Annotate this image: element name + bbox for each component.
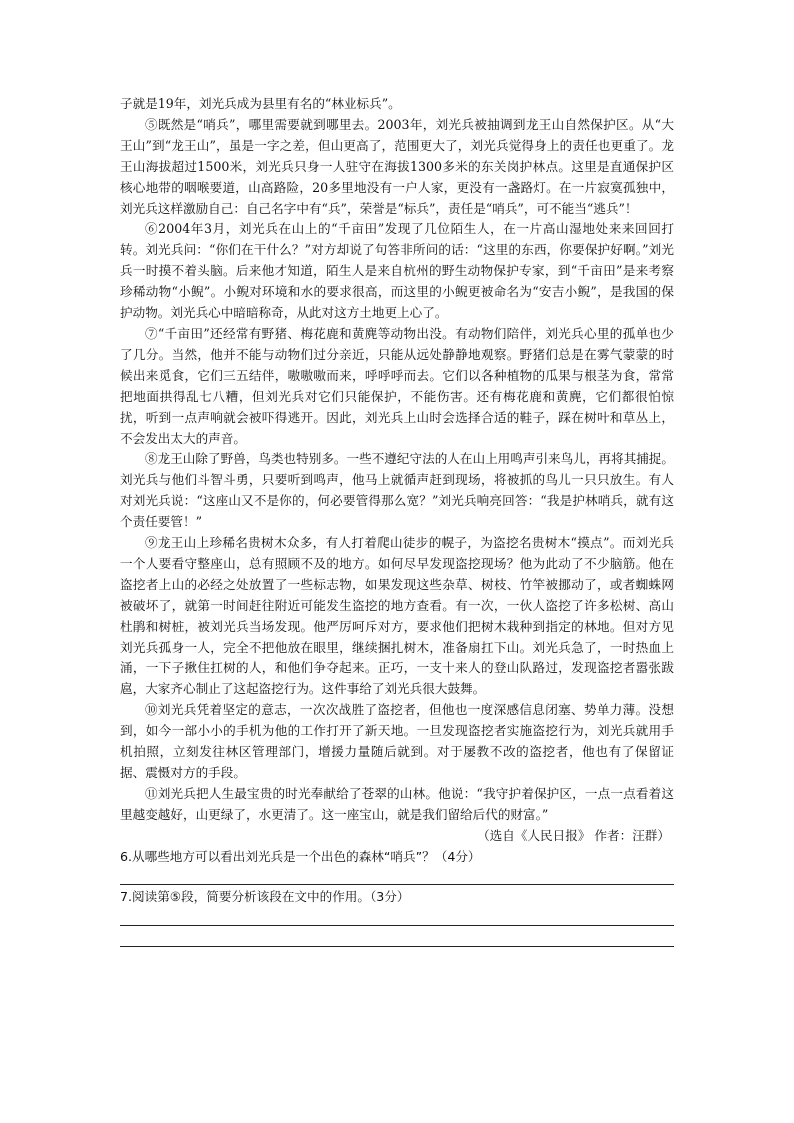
answer-line-q6-1[interactable] xyxy=(120,884,674,885)
paragraph-7: ⑦“千亩田”还经常有野猪、梅花鹿和黄麂等动物出没。有动物们陪伴，刘光兵心里的孤单也少了几分。当然，他并不能与动物们过分亲近，只能从远处静静地观察。野猪们总是在雾气蒙蒙的时候出来觅食，它们三五结伴，嗷嗷嗷而来，呼呼呼而去。它们以各种植物的瓜果与根茎为食，常常把地面拱得乱七八糟，但刘光兵对它们只能保护，不能伤害。还有梅花鹿和黄麂，它们都很怕惊扰，听到一点声响就会被吓得逃开。因此，刘光兵上山时会选择合适的鞋子，踩在树叶和草丛上，不会发出太大的声音。 xyxy=(120,325,674,446)
paragraph-8: ⑧龙王山除了野兽，鸟类也特别多。一些不遵纪守法的人在山上用鸣声引来鸟儿，再将其捕捉。刘光兵与他们斗智斗勇，只要听到鸣声，他马上就循声赶到现场，将被抓的鸟儿一只只放生。有人对刘光兵说：“这座山又不是你的，何必要管得那么宽？”刘光兵响亮回答：“我是护林哨兵，就有这个责任要管！” xyxy=(120,451,674,530)
paragraph-11: ⑪刘光兵把人生最宝贵的时光奉献给了苍翠的山林。他说：“我守护着保护区，一点一点看着这里越变越好，山更绿了，水更清了。这一座宝山，就是我们留给后代的财富。” xyxy=(120,785,674,822)
paragraph-6: ⑥2004年3月，刘光兵在山上的“千亩田”发现了几位陌生人，在一片高山湿地处来来回回打转。刘光兵问：“你们在干什么？”对方却说了句答非所问的话：“这里的东西，你要保护好啊。”刘光兵一时摸不着头脑。后来他才知道，陌生人是来自杭州的野生动物保护专家，到“千亩田”是来考察珍稀动物“小鲵”。小鲵对环境和水的要求很高，而这里的小鲵更被命名为“安吉小鲵”，是我国的保护动物。刘光兵心中暗暗称奇，从此对这方土地更上心了。 xyxy=(120,221,674,321)
paragraph-5: ⑤既然是“哨兵”，哪里需要就到哪里去。2003年，刘光兵被抽调到龙王山自然保护区。从“大王山”到“龙王山”，虽是一字之差，但山更高了，范围更大了，刘光兵觉得身上的责任也更重了。龙王山海拔超过1500米，刘光兵只身一人驻守在海拔1300多米的东关岗护林点。这里是直通保护区核心地带的咽喉要道，山高路险，20多里地没有一户人家，更没有一盏路灯。在一片寂寞孤独中，刘光兵这样激励自己：自己名字中有“兵”，荣誉是“标兵”，责任是“哨兵”，可不能当“逃兵”！ xyxy=(120,116,674,216)
question-6: 6.从哪些地方可以看出刘光兵是一个出色的森林“哨兵”？（4分） xyxy=(120,848,481,864)
paragraph-9: ⑨龙王山上珍稀名贵树木众多，有人打着爬山徒步的幌子，为盗挖名贵树木“摸点”。而刘光兵一个人要看守整座山，总有照顾不及的地方。如何尽早发现盗挖现场？他为此动了不少脑筋。他在盗挖者上山的必经之处放置了一些标志物，如果发现这些杂草、树枝、竹竿被挪动了，或者蜘蛛网被破坏了，就第一时间赶往附近可能发生盗挖的地方查看。有一次，一伙人盗挖了许多松树、高山杜鹃和树桩，被刘光兵当场发现。他严厉呵斥对方，要求他们把树木栽种到指定的林地。但对方见刘光兵孤身一人，完全不把他放在眼里，继续捆扎树木，准备扇扛下山。刘光兵急了，一时热血上涌，一下子揪住扛树的人，和他们争夺起来。正巧，一支十来人的登山队路过，发现盗挖者嚣张跋扈，大家齐心制止了这起盗挖行为。这件事给了刘光兵很大鼓舞。 xyxy=(120,535,674,697)
answer-line-q7-2[interactable] xyxy=(120,946,674,947)
paragraph-10: ⑩刘光兵凭着坚定的意志，一次次战胜了盗挖者，但他也一度深感信息闭塞、势单力薄。没想到，如今一部小小的手机为他的工作打开了新天地。一旦发现盗挖者实施盗挖行为，刘光兵就用手机拍照，立刻发往林区管理部门，增援力量随后就到。对于屡教不改的盗挖者，他也有了保留证据、震慑对方的手段。 xyxy=(120,702,674,780)
answer-line-q7-1[interactable] xyxy=(120,925,674,926)
question-7: 7.阅读第⑤段，简要分析该段在文中的作用。（3分） xyxy=(120,888,410,904)
paragraph-continued: 子就是19年，刘光兵成为县里有名的“林业标兵”。 xyxy=(120,96,401,111)
article-source: （选自《人民日报》 作者：汪群） xyxy=(477,827,670,843)
article-page xyxy=(120,94,674,947)
